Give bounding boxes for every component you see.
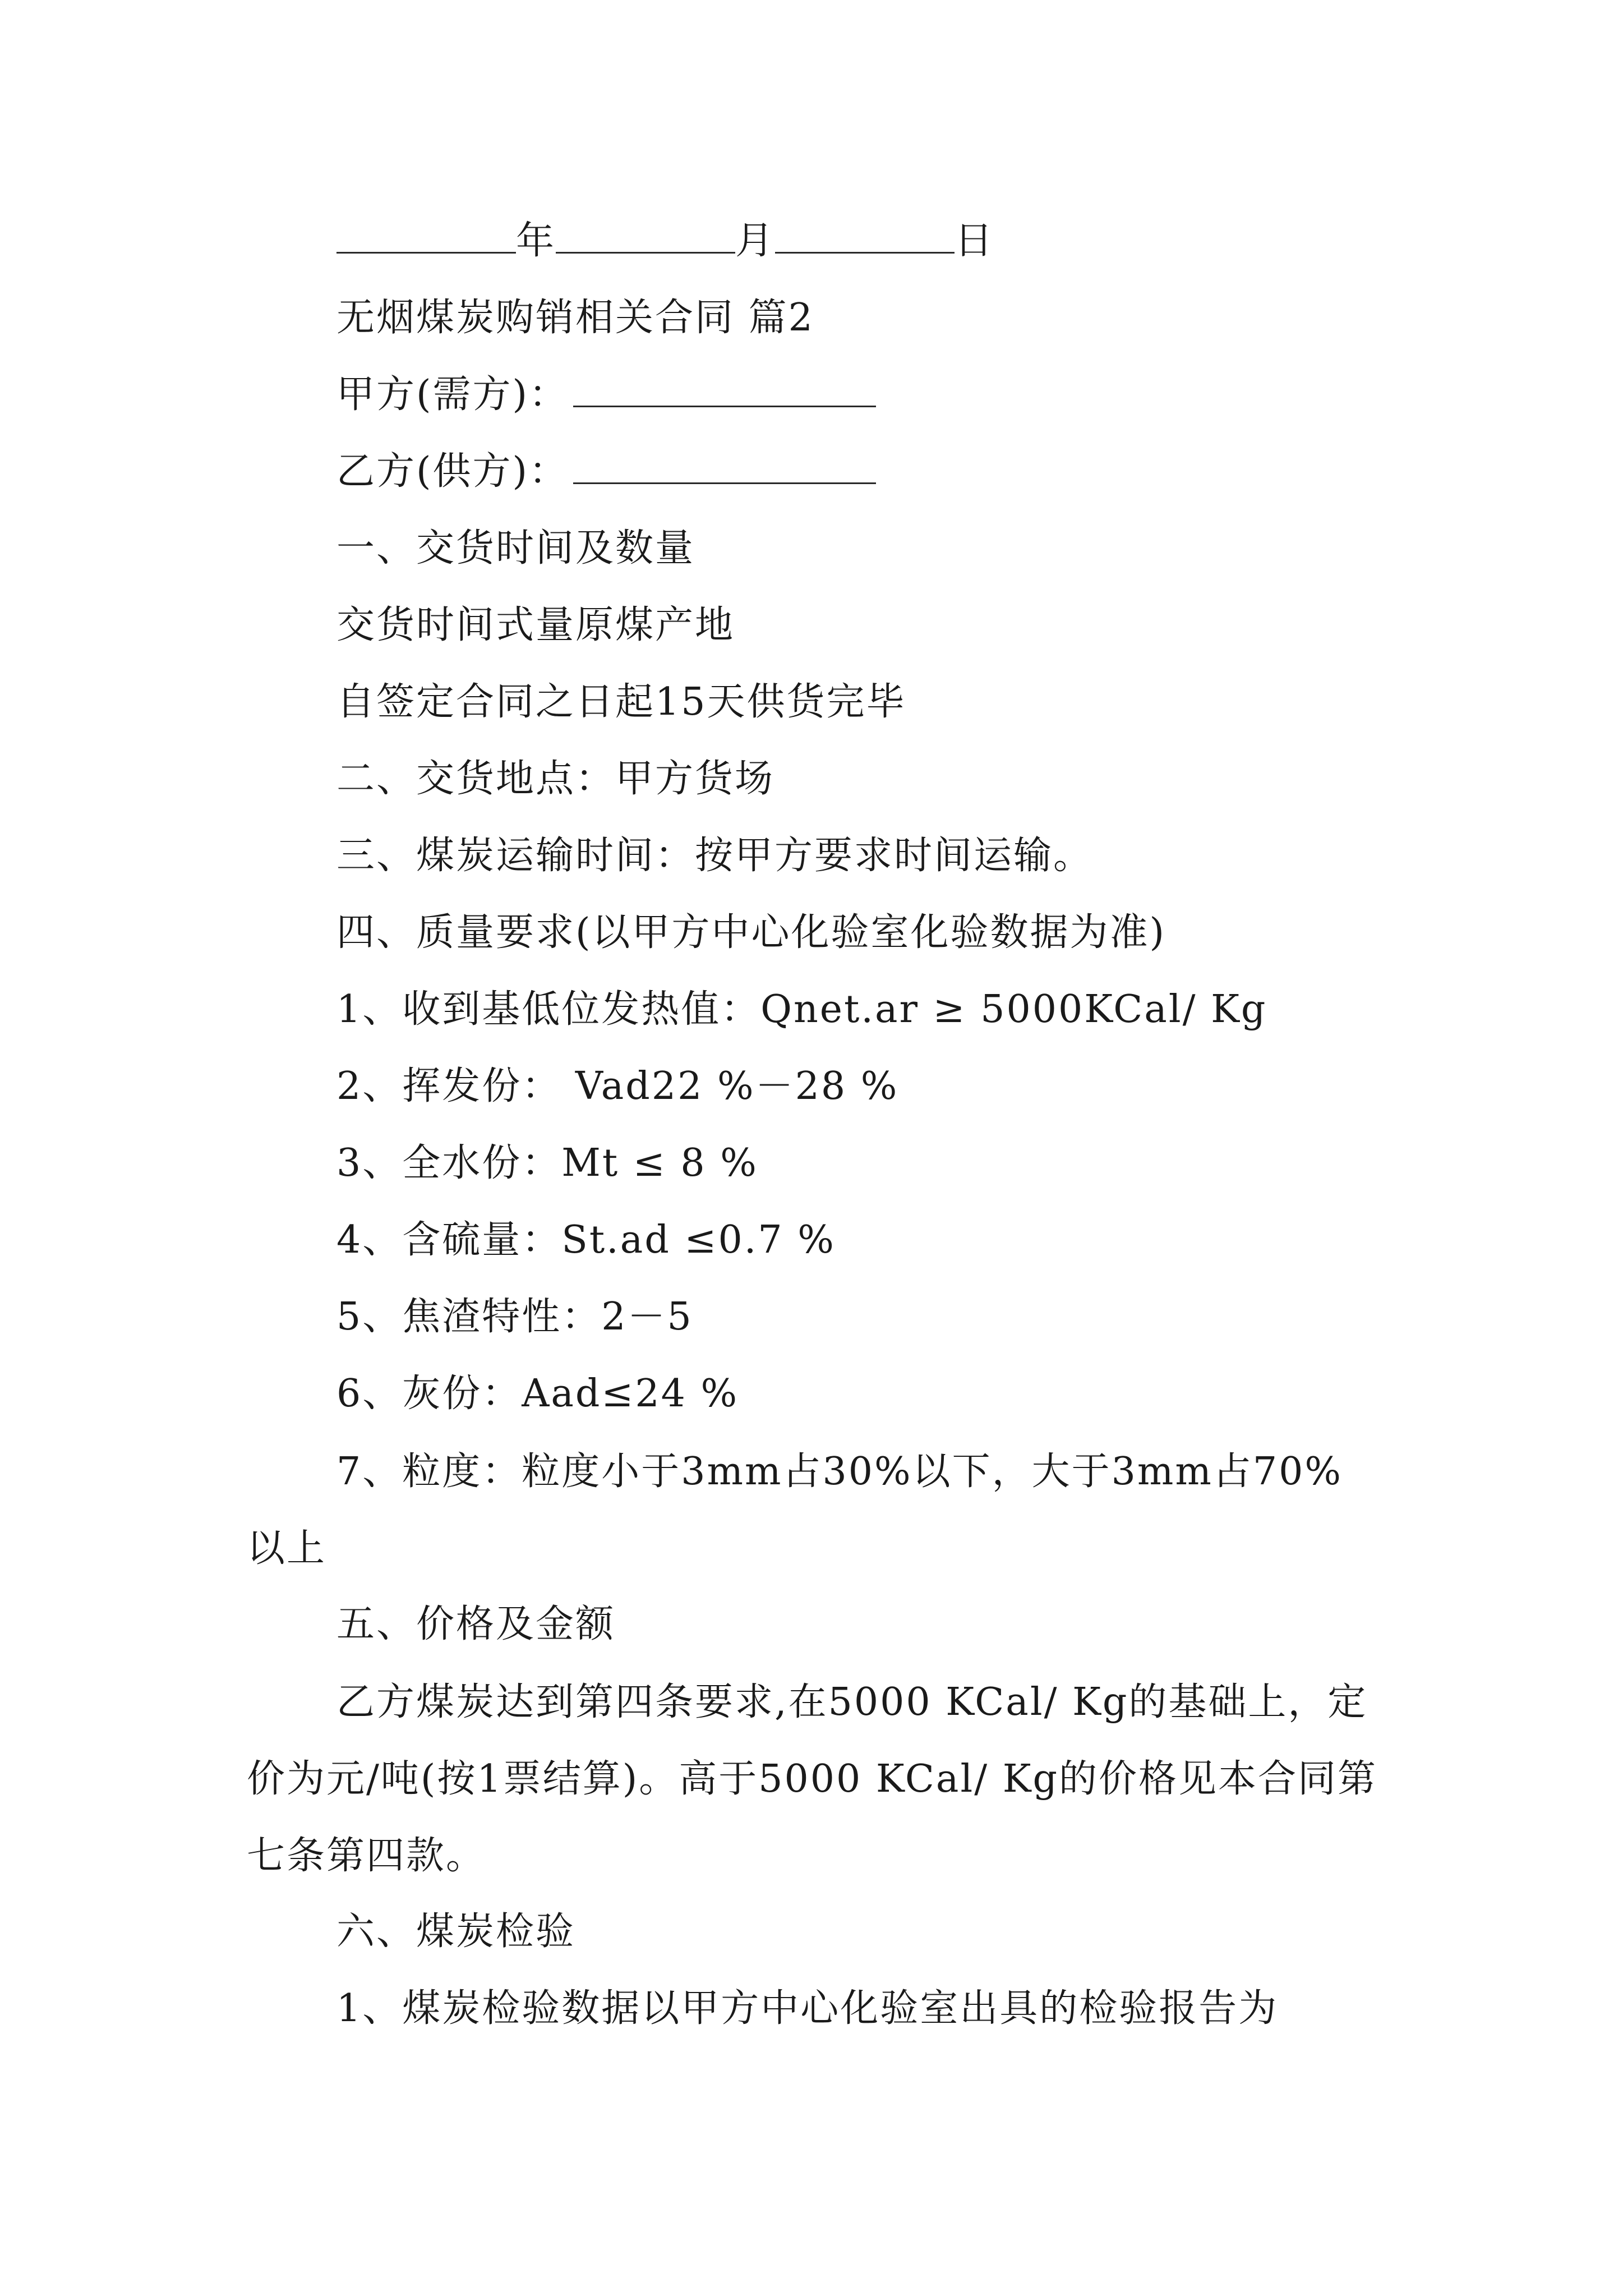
contract-title: 无烟煤炭购销相关合同 篇2 <box>336 296 814 340</box>
quality-item-7: 7、粒度：粒度小于3mm占30%以下，大于3mm占70%以上 <box>247 1450 1343 1571</box>
quality-item-1: 1、收到基低位发热值：Qnet.ar ≥ 5000KCal/ Kg <box>336 987 1267 1032</box>
quality-item-3: 3、全水份：Mt ≤ 8 % <box>336 1141 758 1185</box>
day-blank <box>775 218 955 254</box>
quality-item-2: 2、挥发份： Vad22 %－28 % <box>336 1064 899 1108</box>
section-1-line-1: 交货时间式量原煤产地 <box>336 603 735 647</box>
year-label: 年 <box>516 219 556 263</box>
party-b-line <box>336 447 876 497</box>
section-4-heading: 四、质量要求(以甲方中心化验室化验数据为准) <box>336 910 1166 955</box>
section-5-body: 乙方煤炭达到第四条要求,在5000 KCal/ Kg的基础上，定价为元/吨(按1票结算)。高于5000 KCal/ Kg的价格见本合同第七条第四款。 <box>247 1680 1378 1878</box>
quality-item-4: 4、含硫量：St.ad ≤0.7 % <box>336 1218 836 1262</box>
section-1-heading: 一、交货时间及数量 <box>336 526 695 570</box>
section-6-item-1: 1、煤炭检验数据以甲方中心化验室出具的检验报告为 <box>336 1986 1279 2031</box>
year-blank <box>336 218 516 254</box>
day-label: 日 <box>955 219 995 263</box>
date-line <box>336 216 994 266</box>
section-1-line-2: 自签定合同之日起15天供货完毕 <box>336 680 906 724</box>
party-b-label: 乙方(供方)： <box>336 449 569 494</box>
party-a-line <box>336 370 876 420</box>
month-blank <box>556 218 735 254</box>
party-a-blank <box>573 372 876 407</box>
section-5-heading: 五、价格及金额 <box>336 1602 616 1646</box>
month-label: 月 <box>735 219 776 263</box>
section-3: 三、煤炭运输时间：按甲方要求时间运输。 <box>336 834 1094 878</box>
section-6-heading: 六、煤炭检验 <box>336 1910 576 1954</box>
party-a-label: 甲方(需方)： <box>336 372 569 417</box>
party-b-blank <box>573 449 876 484</box>
quality-item-5: 5、焦渣特性：2－5 <box>336 1295 693 1339</box>
section-2: 二、交货地点：甲方货场 <box>336 757 775 801</box>
quality-item-6: 6、灰份：Aad≤24 % <box>336 1372 739 1416</box>
